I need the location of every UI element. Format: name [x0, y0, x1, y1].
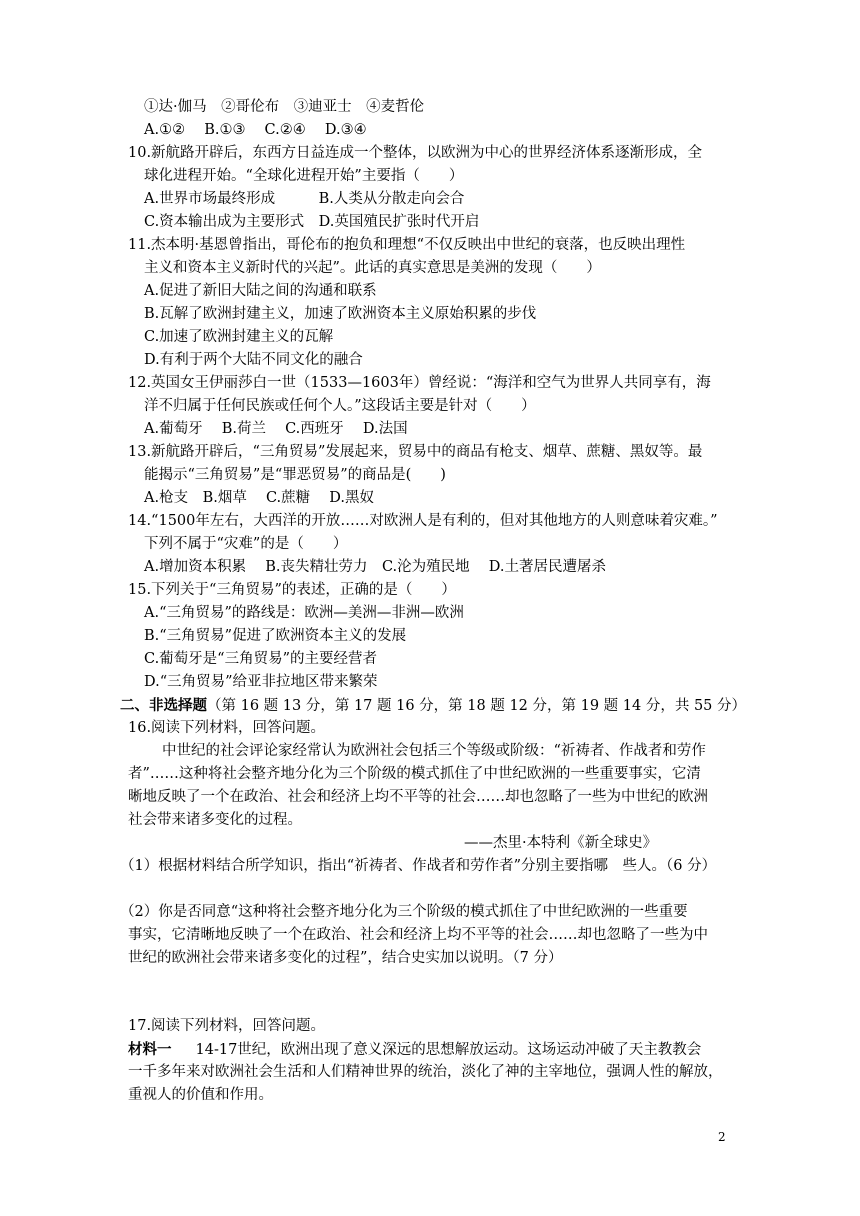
- material-1-label: 材料一: [128, 1041, 172, 1058]
- q17-material-1-line1: [128, 1038, 701, 1062]
- q10-stem-line1: 10.新航路开辟后，东西方日益连成一个整体，以欧洲为中心的世界经济体系逐渐形成，全: [128, 145, 703, 161]
- q15-choice-b: B.“三角贸易”促进了欧洲资本主义的发展: [144, 628, 407, 644]
- section-2-heading: [120, 694, 746, 718]
- q15-choice-c: C.葡萄牙是“三角贸易”的主要经营者: [144, 651, 378, 667]
- q11-stem-line2: 主义和资本主义新时代的兴起”。此话的真实意思是美洲的发现（ ）: [144, 260, 601, 276]
- q13-stem-line1: 13.新航路开辟后，“三角贸易”发展起来，贸易中的商品有枪支、烟草、蔗糖、黑奴等。最: [128, 444, 703, 460]
- q11-choice-a: A.促进了新旧大陆之间的沟通和联系: [144, 283, 377, 299]
- q10-stem-line2: 球化进程开始。“全球化进程开始”主要指（ ）: [144, 168, 464, 184]
- q9-options-list: ①达·伽马 ②哥伦布 ③迪亚士 ④麦哲伦: [144, 99, 425, 115]
- section-2-title: 二、非选择题: [120, 697, 207, 714]
- q17-material-1-text: 14-17世纪，欧洲出现了意义深远的思想解放运动。这场运动冲破了天主教教会: [195, 1042, 702, 1058]
- q10-choices-cd: C.资本输出成为主要形式 D.英国殖民扩张时代开启: [144, 214, 480, 230]
- q16-material-source: ——杰里·本特利《新全球史》: [464, 835, 658, 851]
- q11-stem-line1: 11.杰本明·基恩曾指出，哥伦布的抱负和理想“不仅反映出中世纪的衰落，也反映出理性: [128, 237, 686, 253]
- q14-stem-line2: 下列不属于“灾难”的是（ ）: [144, 536, 348, 552]
- q11-choice-c: C.加速了欧洲封建主义的瓦解: [144, 329, 334, 345]
- q10-choices-ab: A.世界市场最终形成 B.人类从分散走向会合: [144, 191, 465, 207]
- q16-subquestion-2-line2: 事实，它清晰地反映了一个在政治、社会和经济上均不平等的社会……却也忽略了一些为中: [128, 927, 708, 943]
- q15-choice-a: A.“三角贸易”的路线是：欧洲—美洲—非洲—欧洲: [144, 605, 464, 621]
- q16-subquestion-1: （1）根据材料结合所学知识，指出“祈祷者、作战者和劳作者”分别主要指哪 些人。（6 分）: [120, 858, 717, 874]
- q15-stem: 15.下列关于“三角贸易”的表述，正确的是（ ）: [128, 582, 456, 598]
- q17-material-1-line2: 一千多年来对欧洲社会生活和人们精神世界的统治，淡化了神的主宰地位，强调人性的解放，: [128, 1064, 723, 1080]
- q16-subquestion-2-line1: （2）你是否同意“这种将社会整齐地分化为三个阶级的模式抓住了中世纪欧洲的一些重要: [120, 904, 688, 920]
- section-2-score-detail: （第 16 题 13 分，第 17 题 16 分，第 18 题 12 分，第 19 题 14 分，共 55 分）: [207, 698, 747, 714]
- q14-stem-line1: 14.“1500年左右，大西洋的开放……对欧洲人是有利的，但对其他地方的人则意味着灾难。”: [128, 513, 718, 529]
- q17-material-1-line3: 重视人的价值和作用。: [128, 1087, 273, 1103]
- q12-stem-line1: 12.英国女王伊丽莎白一世（1533—1603年）曾经说：“海洋和空气为世界人共同享有，海: [128, 375, 711, 391]
- q16-material-line1: 中世纪的社会评论家经常认为欧洲社会包括三个等级或阶级：“祈祷者、作战者和劳作: [162, 743, 706, 759]
- q11-choice-d: D.有利于两个大陆不同文化的融合: [144, 352, 363, 368]
- q9-choices: A.①② B.①③ C.②④ D.③④: [144, 122, 367, 138]
- q12-stem-line2: 洋不归属于任何民族或任何个人。”这段话主要是针对（ ）: [144, 398, 536, 414]
- q14-choices: A.增加资本积累 B.丧失精壮劳力 C.沦为殖民地 D.土著居民遭屠杀: [144, 559, 606, 575]
- q15-choice-d: D.“三角贸易”给亚非拉地区带来繁荣: [144, 674, 378, 690]
- q16-subquestion-2-line3: 世纪的欧洲社会带来诸多变化的过程”，结合史实加以说明。（7 分）: [128, 950, 563, 966]
- q16-material-line4: 社会带来诸多变化的过程。: [128, 812, 302, 828]
- q17-stem: 17.阅读下列材料，回答问题。: [128, 1018, 326, 1034]
- q11-choice-b: B.瓦解了欧洲封建主义，加速了欧洲资本主义原始积累的步伐: [144, 306, 537, 322]
- q13-choices: A.枪支 B.烟草 C.蔗糖 D.黑奴: [144, 490, 374, 506]
- q16-stem: 16.阅读下列材料，回答问题。: [128, 720, 326, 736]
- q13-stem-line2: 能揭示“三角贸易”是“罪恶贸易”的商品是( ): [144, 467, 446, 483]
- q16-material-line3: 晰地反映了一个在政治、社会和经济上均不平等的社会……却也忽略了一些为中世纪的欧洲: [128, 789, 708, 805]
- q16-material-line2: 者”……这种将社会整齐地分化为三个阶级的模式抓住了中世纪欧洲的一些重要事实，它清: [128, 766, 701, 782]
- page-number: 2: [718, 1130, 726, 1144]
- q12-choices: A.葡萄牙 B.荷兰 C.西班牙 D.法国: [144, 421, 408, 437]
